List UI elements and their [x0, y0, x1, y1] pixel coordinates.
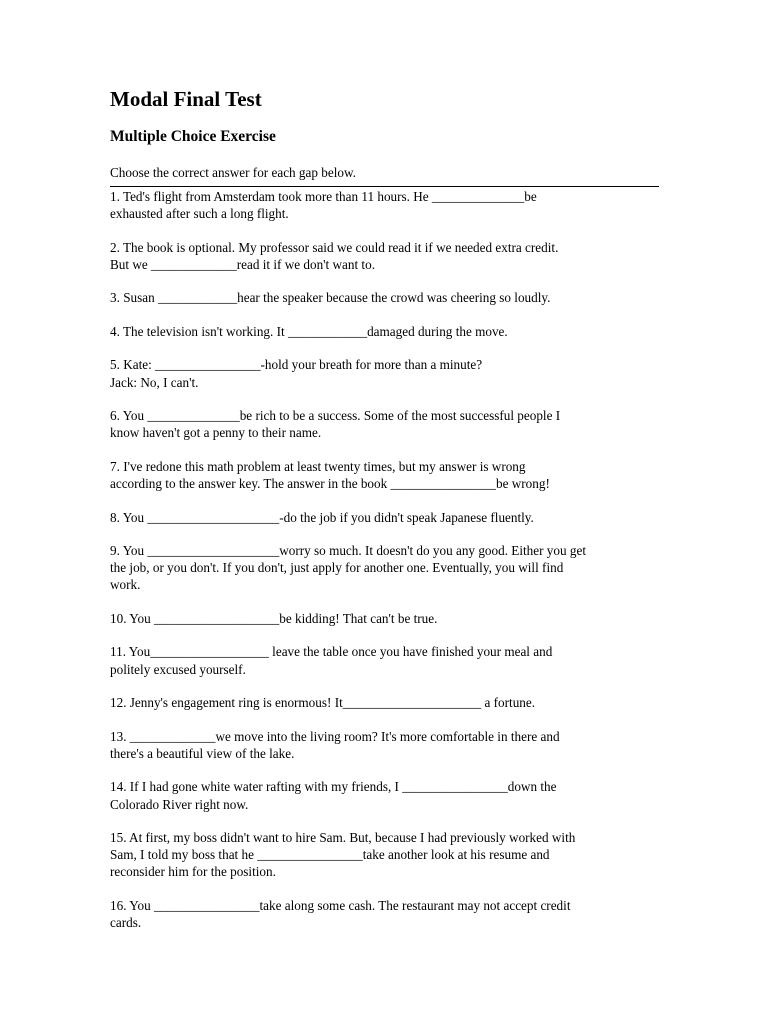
question-item: 14. If I had gone white water rafting with my friends, I ________________down the Colorado River right now.	[110, 779, 557, 812]
question-item: 11. You__________________ leave the table once you have finished your meal and politely excused yourself.	[110, 644, 553, 677]
question-list	[110, 188, 662, 931]
exercise-subtitle: Multiple Choice Exercise	[110, 128, 276, 145]
instructions-text: Choose the correct answer for each gap below.	[110, 165, 356, 180]
question-item: 1. Ted's flight from Amsterdam took more than 11 hours. He ______________be exhausted after such a long flight.	[110, 189, 537, 222]
question-item: 7. I've redone this math problem at least twenty times, but my answer is wrong according to the answer key. The answer in the book ________________be wrong!	[110, 458, 550, 492]
question-item: 15. At first, my boss didn't want to hire Sam. But, because I had previously worked with Sam, I told my boss that he ________________take another look at his resume and reconsider him for the position.	[110, 830, 576, 880]
question-item: 8. You ____________________-do the job if you didn't speak Japanese fluently.	[110, 509, 534, 525]
question-item: 6. You ______________be rich to be a success. Some of the most successful people I know haven't got a penny to their name.	[110, 408, 561, 441]
question-item: 13. _____________we move into the living room? It's more comfortable in there and there's a beautiful view of the lake.	[110, 728, 560, 761]
question-item: 4. The television isn't working. It ____________damaged during the move.	[110, 323, 508, 339]
document-page	[110, 86, 662, 948]
section-divider	[110, 186, 659, 187]
question-item: 10. You ___________________be kidding! That can't be true.	[110, 610, 438, 626]
question-item: 16. You ________________take along some cash. The restaurant may not accept credit cards.	[110, 897, 571, 931]
question-item: 12. Jenny's engagement ring is enormous! It_____________________ a fortune.	[110, 695, 536, 711]
question-item: 5. Kate: ________________-hold your breath for more than a minute? Jack: No, I can't.	[110, 357, 483, 390]
page-title: Modal Final Test	[110, 87, 262, 111]
question-item: 2. The book is optional. My professor said we could read it if we needed extra credit. But we _____________read it if we don't want to.	[110, 239, 559, 272]
question-item: 3. Susan ____________hear the speaker because the crowd was cheering so loudly.	[110, 290, 551, 306]
question-item: 9. You ____________________worry so much. It doesn't do you any good. Either you get the job, or you don't. If you don't, just apply for another one. Eventually, you will find work.	[110, 543, 586, 593]
